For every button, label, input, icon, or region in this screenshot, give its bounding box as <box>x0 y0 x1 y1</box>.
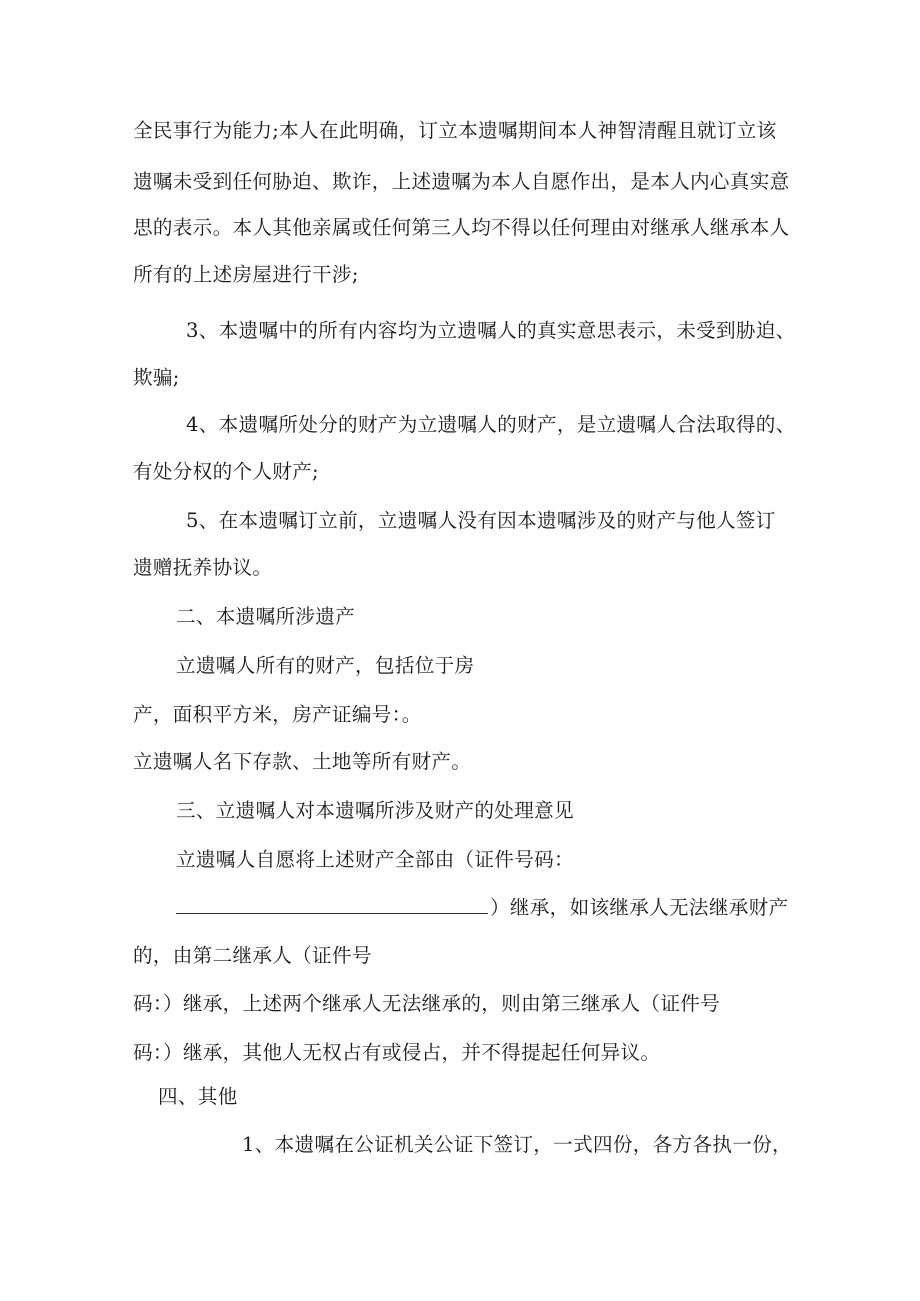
text-line: 1、本遗嘱在公证机关公证下签订，一式四份，各方各执一份， <box>242 1133 792 1156</box>
section-3-heading: 三、立遗嘱人对本遗嘱所涉及财产的处理意见 <box>176 799 574 822</box>
text-line: 全民事行为能力;本人在此明确，订立本遗嘱期间本人神智清醒且就订立该 <box>133 119 777 142</box>
clause-3-line-1: 3、本遗嘱中的所有内容均为立遗嘱人的真实意思表示，未受到胁迫、 <box>186 319 796 342</box>
text-line: 思的表示。本人其他亲属或任何第三人均不得以任何理由对继承人继承本人 <box>133 216 790 239</box>
text-line: 的，由第二继承人（证件号 <box>133 944 372 967</box>
text-line: 立遗嘱人自愿将上述财产全部由（证件号码： <box>176 848 574 871</box>
clause-3-line-2: 欺骗; <box>133 366 180 389</box>
text-line: 码：）继承，上述两个继承人无法继承的，则由第三继承人（证件号 <box>133 992 721 1015</box>
clause-5-line-2: 遗赠抚养协议。 <box>133 556 273 579</box>
fill-in-blank <box>176 912 488 914</box>
clause-4-line-2: 有处分权的个人财产; <box>133 460 319 483</box>
text-line: 遗嘱未受到任何胁迫、欺诈，上述遗嘱为本人自愿作出，是本人内心真实意 <box>133 170 790 193</box>
text-line: 立遗嘱人名下存款、土地等所有财产。 <box>133 750 472 773</box>
text-line: 码：）继承，其他人无权占有或侵占，并不得提起任何异议。 <box>133 1041 661 1064</box>
section-4-heading: 四、其他 <box>158 1085 238 1108</box>
clause-5-line-1: 5、在本遗嘱订立前，立遗嘱人没有因本遗嘱涉及的财产与他人签订 <box>186 509 776 532</box>
text-line: 产，面积平方米，房产证编号：。 <box>133 703 422 726</box>
text-line: 立遗嘱人所有的财产，包括位于房 <box>176 654 475 677</box>
text-line: 所有的上述房屋进行干涉; <box>133 263 359 286</box>
blank-fill-line <box>176 896 788 920</box>
clause-4-line-1: 4、本遗嘱所处分的财产为立遗嘱人的财产，是立遗嘱人合法取得的、 <box>186 413 796 436</box>
text-line: ）继承，如该继承人无法继承财产 <box>490 896 789 919</box>
section-2-heading: 二、本遗嘱所涉遗产 <box>176 605 356 628</box>
